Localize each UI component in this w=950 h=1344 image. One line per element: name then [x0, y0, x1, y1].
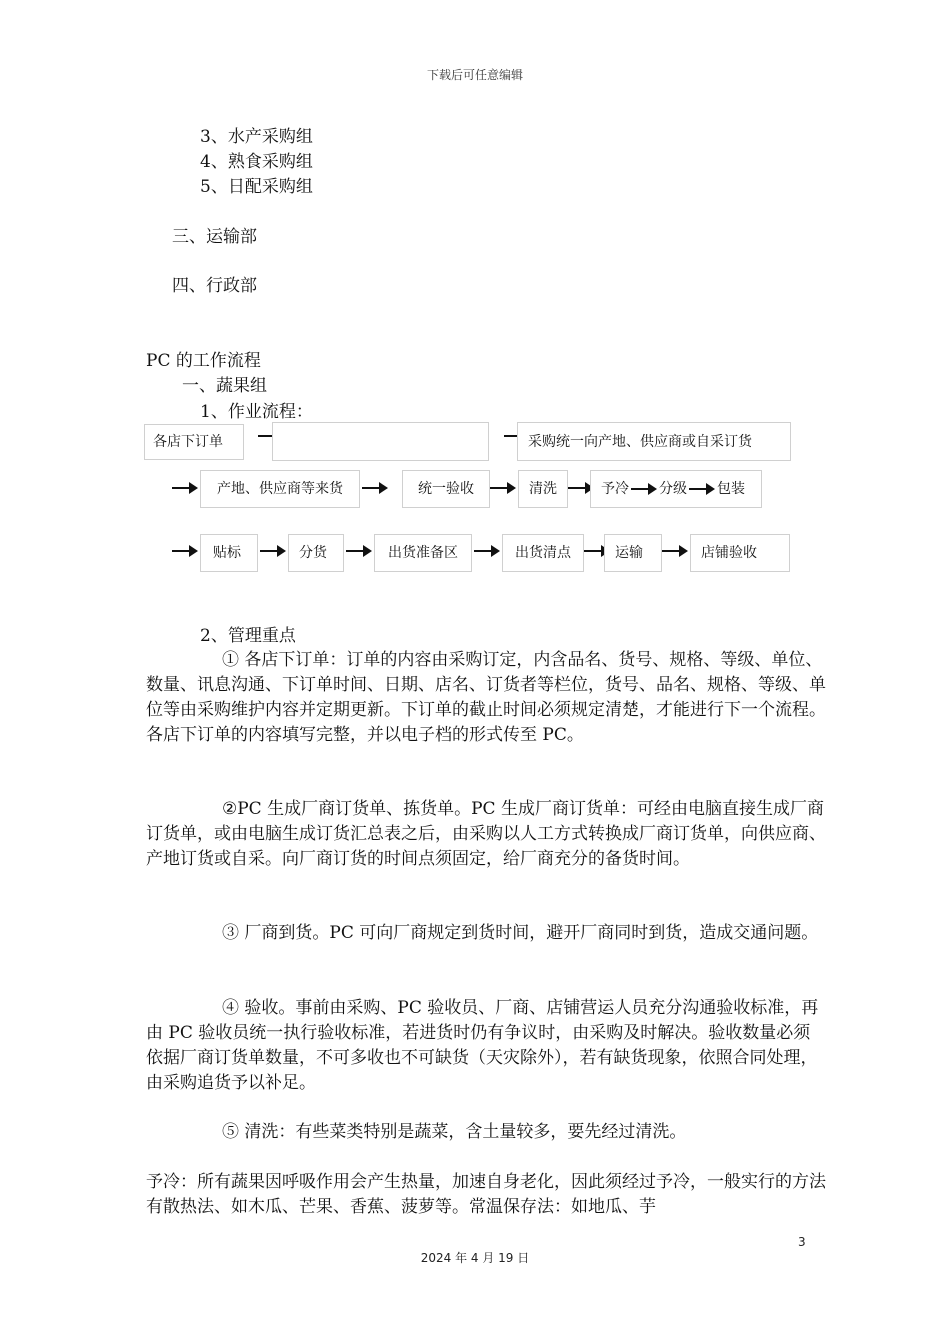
list-item: 4、熟食采购组	[200, 152, 313, 172]
arrow-icon	[490, 482, 516, 494]
paragraph: ③ 厂商到货。PC 可向厂商规定到货时间，避开厂商同时到货，造成交通问题。	[222, 923, 819, 943]
arrow-icon	[172, 482, 198, 494]
flow-step	[590, 470, 762, 508]
flow-step: 清洗	[518, 470, 568, 508]
paragraph: 予冷：所有蔬果因呼吸作用会产生热量，加速自身老化，因此须经过予冷，一般实行的方法有散热法、如木瓜、芒果、香蕉、菠萝等。常温保存法：如地瓜、芋	[146, 1172, 826, 1217]
footer-date: 2024 年 4 月 19 日	[420, 1251, 530, 1265]
arrow-icon	[260, 545, 286, 557]
arrow-icon	[474, 545, 500, 557]
flow-step: 贴标	[200, 534, 258, 572]
subsection-heading: 1、作业流程：	[200, 402, 313, 422]
flow-step: 出货准备区	[374, 534, 472, 572]
list-item: 3、水产采购组	[200, 127, 313, 147]
section-heading: 四、行政部	[172, 276, 257, 296]
flow-step	[272, 422, 489, 461]
flow-step-label: 予冷	[601, 481, 629, 497]
flow-step: 各店下订单	[144, 424, 244, 460]
flow-step: 分货	[288, 534, 344, 572]
subsection-heading: 2、管理重点	[200, 626, 296, 646]
arrow-icon	[689, 483, 715, 495]
page-number: 3	[798, 1235, 806, 1249]
flow-step: 采购统一向产地、供应商或自采订货	[517, 422, 791, 461]
page-title: PC 的工作流程	[146, 351, 261, 371]
page-header: 下载后可任意编辑	[426, 68, 523, 82]
paragraph: ④ 验收。事前由采购、PC 验收员、厂商、店铺营运人员充分沟通验收标准，再由 PC 验收员统一执行验收标准，若进货时仍有争议时，由采购及时解决。验收数量必须依据厂商订货单数量，不可多收也不可缺货（天灾除外），若有缺货现象，依照合同处理，由采购追货予以补足。	[146, 998, 819, 1093]
flow-step: 统一验收	[402, 470, 490, 508]
section-heading: 三、运输部	[172, 227, 257, 247]
flow-step: 出货清点	[502, 534, 584, 572]
arrow-icon	[662, 545, 688, 557]
flow-step: 店铺验收	[690, 534, 790, 572]
paragraph: ① 各店下订单：订单的内容由采购订定，内含品名、货号、规格、等级、单位、数量、讯息沟通、下订单时间、日期、店名、订货者等栏位，货号、品名、规格、等级、单位等由采购维护内容并定期更新。下订单的截止时间必须规定清楚，才能进行下一个流程。各店下订单的内容填写完整，并以电子档的形式传至 PC。	[146, 650, 826, 745]
arrow-icon	[172, 545, 198, 557]
arrow-icon	[631, 483, 657, 495]
paragraph: ⑤ 清洗：有些菜类特别是蔬菜，含土量较多，要先经过清洗。	[222, 1122, 687, 1142]
section-heading: 一、蔬果组	[182, 376, 267, 396]
flow-step: 运输	[604, 534, 662, 572]
list-item: 5、日配采购组	[200, 177, 313, 197]
flow-step: 产地、供应商等来货	[200, 470, 360, 508]
arrow-icon	[362, 482, 388, 494]
arrow-icon	[346, 545, 372, 557]
paragraph: ②PC 生成厂商订货单、拣货单。PC 生成厂商订货单：可经由电脑直接生成厂商订货单，或由电脑生成订货汇总表之后，由采购以人工方式转换成厂商订货单，向供应商、产地订货或自采。向厂商订货的时间点须固定，给厂商充分的备货时间。	[146, 799, 826, 869]
flow-step-label: 包装	[717, 481, 745, 497]
flow-step-label: 分级	[659, 481, 687, 497]
